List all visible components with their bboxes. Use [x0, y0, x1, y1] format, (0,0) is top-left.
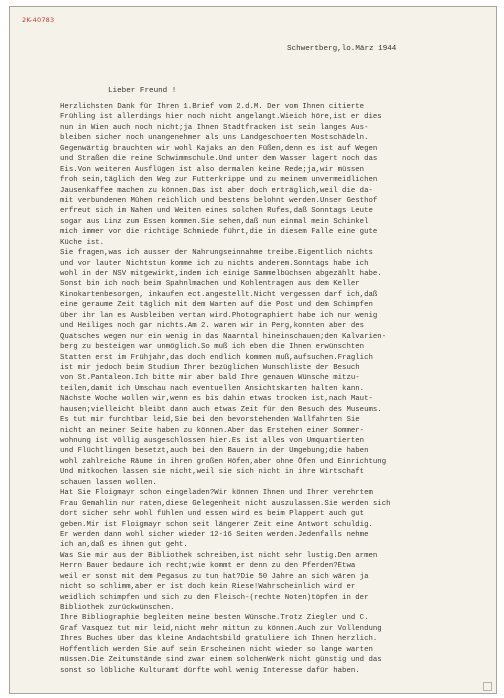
letter-line: Es tut mir furchtbar leid,Sie bei den bevorstehenden Wallfahrten Sie — [60, 416, 360, 425]
letter-line: Frühling ist allerdings hier noch nicht angelangt.Wieich höre,ist er dies — [60, 113, 382, 122]
letter-line: Ihres Buches über das kleine Andachtsbild gratuliere ich Ihnen herzlich. — [60, 635, 378, 644]
letter-line: berg zu besteigen war unmöglich.So muß ich eben die Ihnen erwünschten — [60, 343, 365, 352]
letter-line: Frau Gemahlin nur raten,diese Gelegenheit nicht auszulassen.Sie werden sich — [60, 499, 391, 508]
letter-line: Ihre Bibliographie begleiten meine besten Wünsche.Trotz Ziegler und C. — [60, 614, 369, 623]
letter-line: hausen;vielleicht bleibt dann auch etwas Zeit für den Besuch des Museums. — [60, 405, 382, 414]
letter-line: Quatsches wegen nur ein wenig in das Naarntal hineinschauen;den Kalvarien- — [60, 332, 387, 341]
letter-line: Graf Vasquez tut mir leid,nicht mehr mittun zu können.Auch zur Vollendung — [60, 624, 382, 633]
letter-line: von St.Pantaleon.Ich bitte mir aber bald Ihre genauen Wünsche mitzu- — [60, 374, 360, 383]
letter-line: Kinokartenbesorgen, inkaufen ect.angestellt.Nicht vergessen darf ich,daß — [60, 290, 378, 299]
letter-line: Was Sie mir aus der Bibliothek schreiben,ist nicht sehr lustig.Den armen — [60, 551, 378, 560]
letter-line: Sonst bin ich noch beim Spahnlmachen und Kohlentragen aus dem Keller — [60, 280, 360, 289]
letter-line: und Flüchtlingen besetzt,auch bei den Bauern in der Umgebung;die haben — [60, 447, 369, 456]
letter-line: nun in Wien auch noch nicht;ja Ihnen Stadtfracken ist sein langes Aus- — [60, 123, 369, 132]
letter-line: Jausenkaffee machen zu können.Das ist aber doch erträglich,weil die da- — [60, 186, 373, 195]
letter-line: Hoffentlich werden Sie auf sein Erscheinen nicht wieder so lange warten — [60, 645, 373, 654]
letter-dateline: Schwertberg,lo.März 1944 — [287, 45, 397, 53]
letter-line: müssen.Die Zeitumstände sind zwar einem solchenWerk nicht günstig und das — [60, 656, 382, 665]
letter-line: schauen lassen wollen. — [60, 478, 157, 487]
letter-line: nicht so schlimm,aber er ist doch kein Riese!Wahrscheinlich wird er — [60, 583, 356, 592]
letter-salutation: Lieber Freund ! — [108, 87, 177, 95]
letter-line: weil er sonst mit dem Pegasus zu tun hat?Die 50 Jahre an sich wären ja — [60, 572, 369, 581]
letter-line: Statten erst im Frühjahr,das doch endlich kommen muß,aufsuchen.Fraglich — [60, 353, 373, 362]
letter-line: sogar aus Linz zum Essen kommen.Sie sehen,daß nun einmal mein Schinkel — [60, 217, 369, 226]
letter-line: froh sein,täglich den Weg zur Futterkrippe und zu meinem unvermeidlichen — [60, 176, 378, 185]
letter-line: Bibliothek zurückwünschen. — [60, 604, 175, 612]
letter-line: ist mir jedoch beim Studium Ihrer bezüglichen Wunschliste der Besuch — [60, 363, 360, 372]
archive-stamp: 2K-40783 — [22, 16, 55, 24]
letter-line: Sie fragen,was ich ausser der Nahrungseinnahme treibe.Eigentlich nichts — [60, 249, 373, 258]
letter-line: und Heiliges noch gar nichts.Am 2. waren wir in Perg,konnten aber des — [60, 322, 365, 331]
letter-line: Und mitkochen lassen sie nicht,weil sie sich nicht in ihre Wirtschaft — [60, 468, 365, 477]
letter-line: Hat Sie Floigmayr schon eingeladen?Wir können Ihnen und Ihrer verehrtem — [60, 489, 373, 498]
letter-line: Eis.Von weiteren Ausflügen ist also dermalen keine Rede;ja,wir müssen — [60, 165, 365, 174]
letter-line: teilen,damit ich Umschau nach eventuellen Ansichtskarten halten kann. — [60, 384, 365, 393]
letter-line: und vor lauter Nichtstun komme ich zu nichts anderem.Sonntags habe ich — [60, 259, 369, 268]
letter-sheet — [9, 6, 497, 694]
letter-line: weidlich schimpfen und sich zu den Fleisch-(rechte Noten)töpfen in der — [60, 593, 369, 602]
letter-line: erfreut sich im Nahen und Weiten eines solchen Rufes,daß Sonntags Leute — [60, 207, 373, 216]
letter-line: dort sicher sehr wohl fühlen und essen wird es beim Plappert auch gut — [60, 510, 365, 519]
letter-line: Er werden dann wohl sicher wieder 12-16 Seiten werden.Jedenfalls nehme — [60, 530, 369, 539]
letter-line: Gegenwärtig brauchten wir wohl Kajaks an den Füßen,denn es ist auf Wegen — [60, 144, 378, 153]
letter-body — [60, 102, 490, 676]
letter-line: mich immer vor die richtige Schmiede führt,die in diesem Falle eine gute — [60, 228, 378, 237]
letter-line: wohl zahlreiche Räume in ihren großen Höfen,aber ohne Öfen und Einrichtung — [60, 457, 387, 466]
letter-line: wohl in der NSV mitgewirkt,indem ich einige Sammelbüchsen abgezählt habe. — [60, 270, 382, 278]
letter-line: und Straßen die reine Schwimmschule.Und unter dem Wasser lagert noch das — [60, 155, 378, 164]
corner-mark — [483, 682, 492, 691]
letter-line: bleiben sicher noch unangenehmer als uns Landgeschoerten Mostschädeln. — [60, 134, 369, 143]
letter-line: eine geraume Zeit täglich mit dem Warten auf die Post und dem Schimpfen — [60, 301, 373, 310]
letter-line: Herrn Bauer bedaure ich recht;wie kommt er denn zu den Pferden?Etwa — [60, 562, 356, 571]
letter-line: wohnung ist völlig ausgeschlossen hier.Es ist alles von Umquartierten — [60, 437, 365, 445]
letter-line: über ihr lan es Ausbleiben vertan wird.Photographiert habe ich nur wenig — [60, 311, 378, 320]
letter-line: geben.Mir ist Floigmayr schon seit längerer Zeit eine Antwort schuldig. — [60, 520, 373, 529]
letter-line: mit verbundenen Mühen reichlich und bestens belohnt werden.Unser Gesthof — [60, 196, 378, 205]
letter-line: Nächste Woche wollen wir,wenn es bis dahin etwas trocken ist,nach Maut- — [60, 395, 373, 404]
letter-line: nicht an meiner Seite haben zu können.Aber das Erstehen einer Sommer- — [60, 426, 365, 435]
letter-line: Herzlichsten Dank für Ihren 1.Brief vom 2.d.M. Der vom Ihnen citierte — [60, 103, 365, 111]
letter-line: Küche ist. — [60, 238, 105, 247]
letter-line: sonst so löbliche Kulturamt dürfte wohl wenig Interesse dafür haben. — [60, 666, 360, 675]
letter-line: ich an,daß es ihnen gut geht. — [60, 541, 188, 550]
